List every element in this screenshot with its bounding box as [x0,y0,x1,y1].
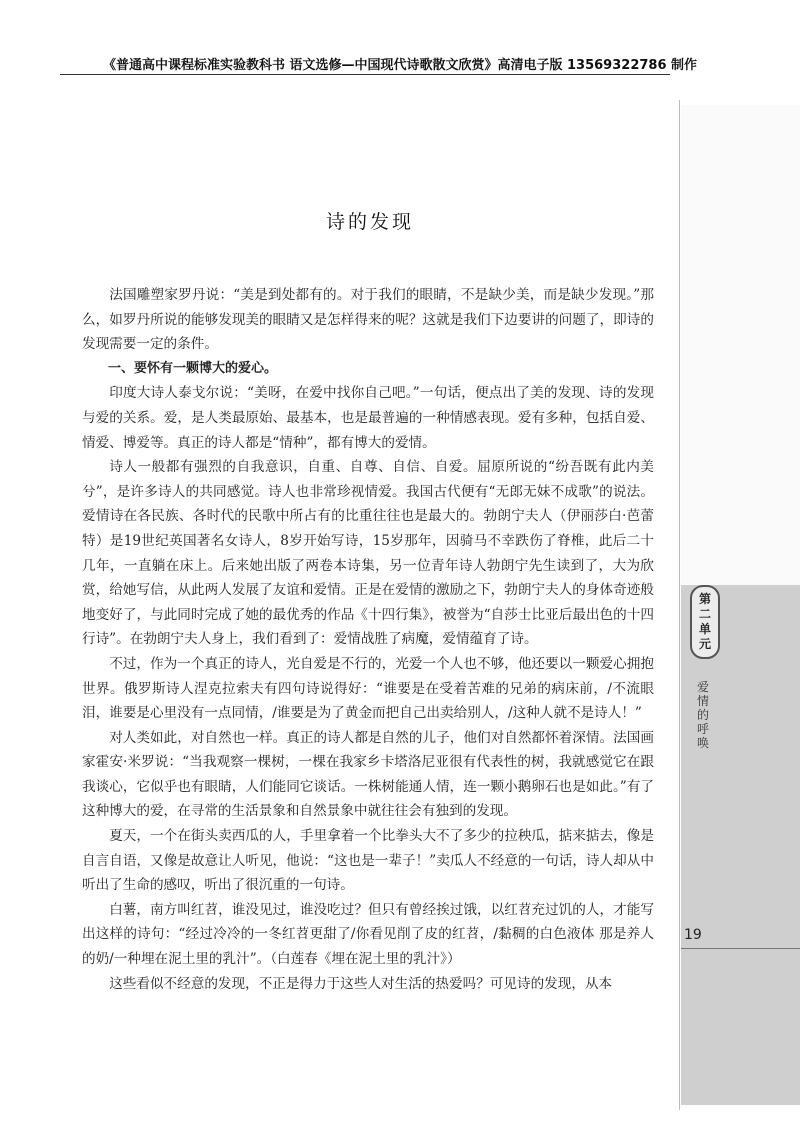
section-heading: 一、要怀有一颗博大的爱心。 [108,360,278,376]
paragraph: 法国雕塑家罗丹说：“美是到处都有的。对于我们的眼睛，不是缺少美，而是缺少发现。”那么，如罗丹所说的能够发现美的眼睛又是怎样得来的呢？这就是我们下边要讲的问题了，即诗的发现需要一定的条件。 [82,287,654,353]
page-number-rule [681,948,800,949]
paragraph: 这些看似不经意的发现，不正是得力于这些人对生活的热爱吗？可见诗的发现，从本 [109,975,613,992]
sidebar-gray-band [681,585,800,1105]
paragraph: 夏天，一个在街头卖西瓜的人，手里拿着一个比拳头大不了多少的拉秧瓜，掂来掂去，像是自言自语，又像是故意让人听见，他说：“这也是一辈子！”卖瓜人不经意的一句话，诗人却从中听出了生命的感叹，听出了很沉重的一句诗。 [82,828,654,894]
unit-theme [690,680,716,750]
article-body [82,283,654,996]
theme-char: 的 [696,708,709,722]
unit-char: 第 [698,592,711,606]
paragraph: 对人类如此，对自然也一样。真正的诗人都是自然的儿子，他们对自然都怀着深情。法国画家霍安·米罗说：“当我观察一棵树，一棵在我家乡卡塔洛尼亚很有代表性的树，我就感觉它在跟我谈心，它似乎也有眼睛，人们能同它谈话。一株树能通人情，连一颗小鹅卵石也是如此。”有了这种博大的爱，在寻常的生活景象和自然景象中就往往会有独到的发现。 [82,729,654,820]
unit-char: 二 [698,607,711,621]
paragraph: 印度大诗人泰戈尔说：“美呀，在爱中找你自己吧。”一句话，便点出了美的发现、诗的发现与爱的关系。爱，是人类最原始、最基本，也是最普遍的一种情感表现。爱有多种，包括自爱、情爱、博爱等。真正的诗人都是“情种”，都有博大的爱情。 [82,385,654,451]
page-edge-line [679,100,680,1110]
paragraph: 诗人一般都有强烈的自我意识，自重、自尊、自信、自爱。屈原所说的“纷吾既有此内美兮”，是许多诗人的共同感觉。诗人也非常珍视情爱。我国古代便有“无郎无妹不成歌”的说法。爱情诗在各民族、各时代的民歌中所占有的比重往往也是最大的。勃朗宁夫人（伊丽莎白·芭蕾特）是19世纪英国著名女诗人，8岁开始写诗，15岁那年，因骑马不幸跌伤了脊椎，此后二十几年，一直躺在床上。后来她出版了两卷本诗集，另一位青年诗人勃朗宁先生读到了，大为欣赏，给她写信，从此两人发展了友谊和爱情。正是在爱情的激励之下，勃朗宁夫人的身体奇迹般地变好了，与此同时完成了她的最优秀的作品《十四行集》，被誉为“自莎士比亚后最出色的十四行诗”。在勃朗宁夫人身上，我们看到了：爱情战胜了病魔，爱情蕴育了诗。 [82,459,654,648]
theme-char: 情 [696,694,709,708]
theme-char: 爱 [696,680,709,694]
unit-badge [690,585,720,659]
article-title: 诗的发现 [325,211,414,233]
paragraph: 不过，作为一个真正的诗人，光自爱是不行的，光爱一个人也不够，他还要以一颗爱心拥抱世界。俄罗斯诗人涅克拉索夫有四句诗说得好：“谁要是在受着苦难的兄弟的病床前，/不流眼泪，谁要是心里没有一点同情，/谁要是为了黄金而把自己出卖给别人，/这种人就不是诗人！” [82,655,654,722]
paragraph: 白薯，南方叫红苕，谁没见过，谁没吃过？但只有曾经挨过饿，以红苕充过饥的人，才能写出这样的诗句：“经过冷冷的一冬红苕更甜了/你看见削了皮的红苕，/黏稠的白色液体 那是养人的奶/一种埋在泥土里的乳汁”。（白莲春《埋在泥土里的乳汁》） [82,901,654,968]
running-header: 《普通高中课程标准实验教科书 语文选修—中国现代诗歌散文欣赏》高清电子版 13569322786 制作 [102,58,698,73]
unit-char: 元 [698,637,711,651]
header-rule [60,74,670,75]
page-number: 19 [684,927,702,943]
theme-char: 唤 [696,736,709,750]
unit-char: 单 [698,622,711,636]
theme-char: 呼 [696,722,709,736]
